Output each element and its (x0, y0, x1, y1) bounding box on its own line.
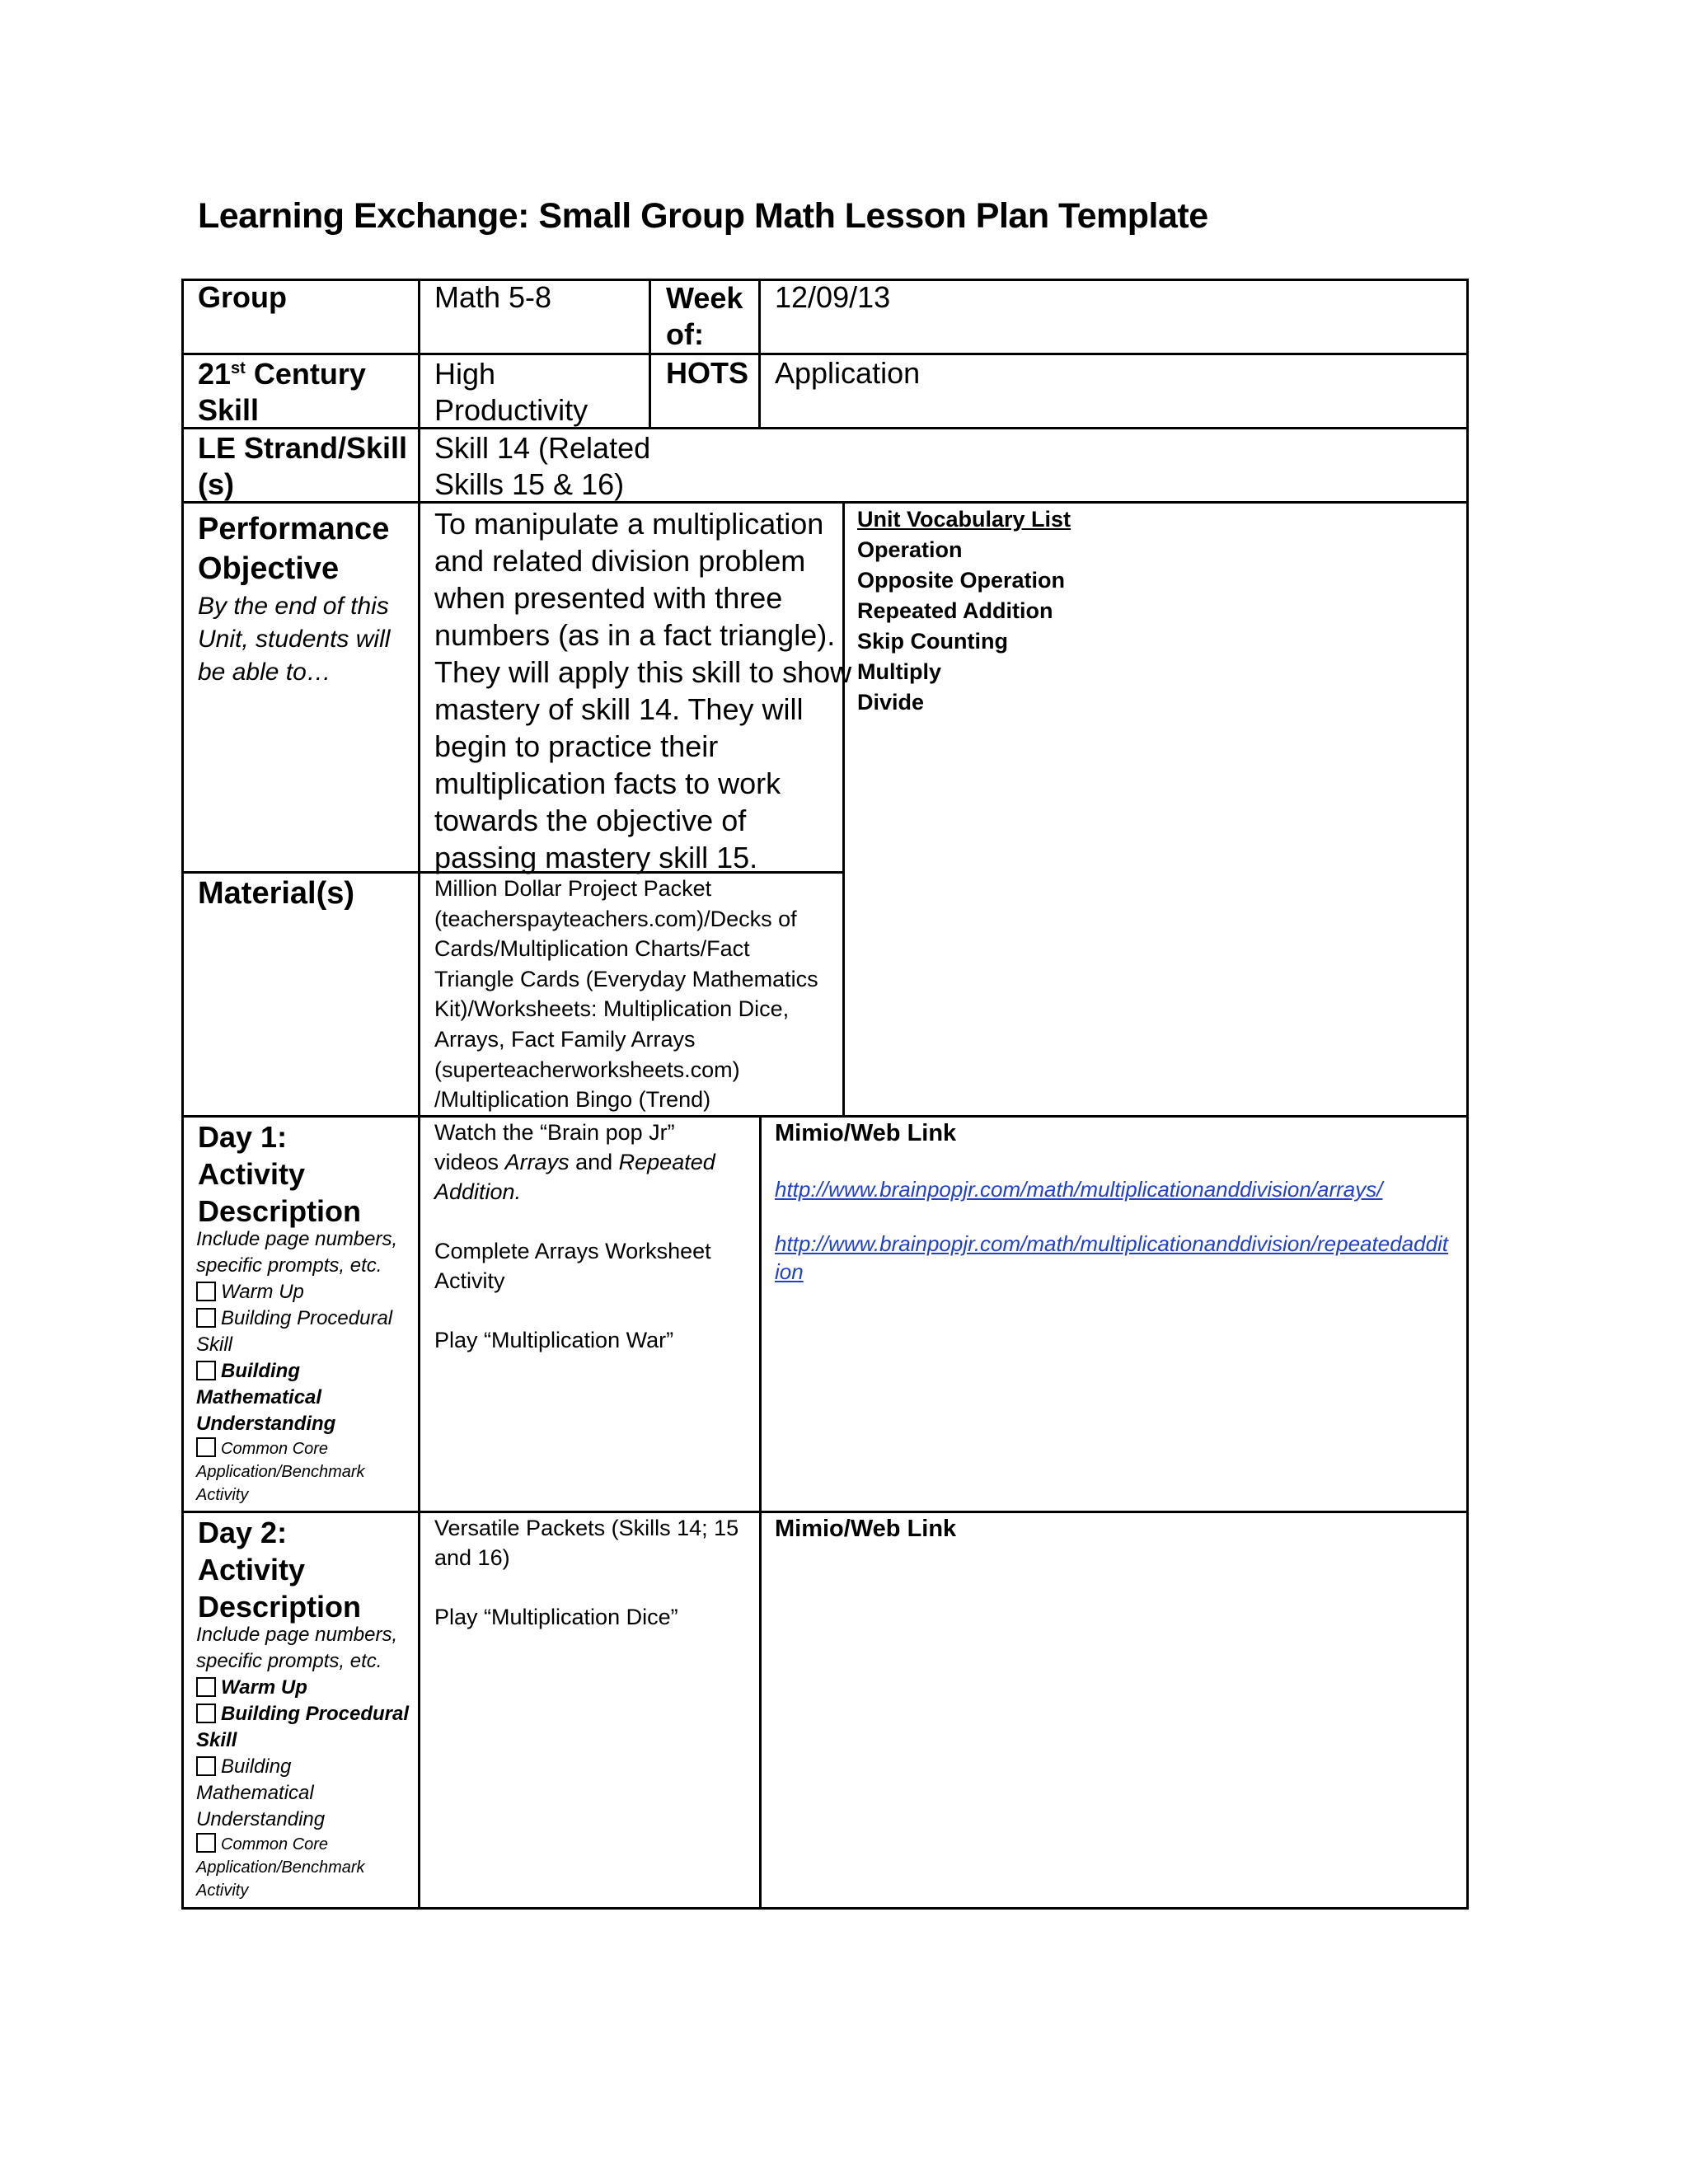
day2-check-procedural[interactable]: Building Procedural (196, 1701, 409, 1727)
day1-check-core[interactable]: Common Core (196, 1437, 397, 1460)
row-divider (181, 427, 1469, 429)
day1-check-procedural[interactable]: Building Procedural (196, 1305, 397, 1332)
day1-label-line2: Activity (198, 1157, 306, 1191)
day1-link-line[interactable]: http://www.brainpopjr.com/math/multiplicationanddivision/repeatedaddit (775, 1231, 1449, 1256)
page-title: Learning Exchange: Small Group Math Lesson Plan Template (198, 196, 1208, 236)
checkbox-icon[interactable] (196, 1437, 216, 1457)
day2-label-line2: Activity (198, 1553, 306, 1586)
century-value-line2: Productivity (434, 393, 588, 427)
materials-line: Arrays, Fact Family Arrays (434, 1026, 696, 1052)
day1-checklist (196, 1226, 397, 1507)
week-label-line1: Week (666, 281, 743, 315)
vocabulary-item: Skip Counting (857, 629, 1008, 654)
strand-value-line2: Skills 15 & 16) (434, 467, 625, 501)
strand-label-line1: LE Strand/Skill (198, 431, 408, 465)
day1-link-arrays[interactable]: http://www.brainpopjr.com/math/multiplicationanddivision/arrays/ (775, 1177, 1383, 1202)
day1-check-warm-up[interactable]: Warm Up (196, 1279, 397, 1305)
vocabulary-item: Opposite Operation (857, 568, 1066, 593)
row-divider (181, 1511, 1469, 1513)
materials-line: Kit)/Worksheets: Multiplication Dice, (434, 996, 790, 1022)
century-value-line1: High (434, 357, 496, 391)
day2-check-core-line3: Activity (196, 1882, 249, 1900)
day1-activity-line: Complete Arrays Worksheet (434, 1239, 711, 1263)
day1-label-line3: Description (198, 1194, 362, 1228)
day2-activity-line: Play “Multiplication Dice” (434, 1605, 678, 1629)
day2-check-mathematical[interactable]: Building (196, 1754, 409, 1780)
objective-line: passing mastery skill 15. (434, 841, 758, 874)
row-divider (181, 1115, 1469, 1118)
day1-label (198, 1118, 361, 1230)
day2-include-line1: Include page numbers, (196, 1624, 398, 1646)
performance-label-line1: Performance (198, 512, 390, 546)
day2-check-mathematical-line3: Understanding (196, 1808, 326, 1830)
table-border-left (181, 279, 184, 1910)
vocabulary-heading: Unit Vocabulary List (857, 507, 1071, 532)
week-value: 12/09/13 (775, 280, 891, 314)
checkbox-icon[interactable] (196, 1308, 216, 1328)
day2-label-line1: Day 2: (198, 1516, 288, 1549)
checkbox-icon[interactable] (196, 1282, 216, 1301)
day1-activity-line2: videos Arrays and Repeated (434, 1150, 715, 1174)
century-skill-value (434, 356, 588, 429)
day1-check-mathematical-line3: Understanding (196, 1413, 336, 1435)
day1-activity-line: Play “Multiplication War” (434, 1328, 674, 1352)
day1-check-core-line2: Application/Benchmark (196, 1463, 365, 1481)
materials-text (434, 874, 818, 1115)
performance-label (198, 509, 389, 588)
objective-line: begin to practice their (434, 729, 719, 763)
materials-line: Triangle Cards (Everyday Mathematics (434, 966, 818, 991)
vocabulary-item: Divide (857, 690, 925, 715)
day1-label-line1: Day 1: (198, 1120, 288, 1154)
century-label-num: 21 (198, 357, 232, 391)
objective-line: numbers (as in a fact triangle). (434, 618, 836, 652)
performance-label-line2: Objective (198, 551, 340, 586)
column-divider (758, 279, 761, 429)
day1-include-line1: Include page numbers, (196, 1228, 398, 1250)
group-label: Group (198, 280, 287, 314)
day1-activity-line: Addition. (434, 1179, 522, 1204)
strand-value-line1: Skill 14 (Related (434, 431, 651, 465)
group-value: Math 5-8 (434, 280, 552, 314)
checkbox-icon[interactable] (196, 1756, 216, 1776)
hots-value: Application (775, 356, 921, 390)
day1-activity (434, 1118, 715, 1355)
objective-line: when presented with three (434, 581, 783, 615)
day2-check-core-line2: Application/Benchmark (196, 1858, 365, 1877)
day2-check-mathematical-line2: Mathematical (196, 1782, 314, 1804)
day2-check-core[interactable]: Common Core (196, 1833, 409, 1856)
objective-line: and related division problem (434, 544, 806, 578)
day2-label-line3: Description (198, 1590, 362, 1624)
objective-line: They will apply this skill to show (434, 655, 852, 689)
table-border-bottom (181, 1907, 1469, 1910)
day1-check-mathematical-line2: Mathematical (196, 1386, 322, 1408)
row-divider (181, 353, 1469, 355)
day2-label (198, 1514, 361, 1625)
objective-line: To manipulate a multiplication (434, 507, 824, 541)
materials-line: (teacherspayteachers.com)/Decks of (434, 906, 797, 931)
objective-line: mastery of skill 14. They will (434, 692, 804, 726)
day2-checklist (196, 1622, 409, 1902)
vocabulary-item: Multiply (857, 659, 941, 684)
vocabulary-item: Repeated Addition (857, 598, 1053, 623)
column-divider (759, 1115, 762, 1910)
century-label-line2: Skill (198, 393, 260, 427)
materials-line: Million Dollar Project Packet (434, 876, 712, 901)
checkbox-icon[interactable] (196, 1704, 216, 1723)
checkbox-icon[interactable] (196, 1677, 216, 1697)
day1-check-core-line3: Activity (196, 1486, 249, 1504)
century-label-sup: st (231, 359, 246, 377)
performance-objective-text (434, 505, 851, 876)
day1-link-line[interactable]: ion (775, 1259, 804, 1284)
table-border-right (1466, 279, 1469, 1910)
day1-link-repeated-addition[interactable] (775, 1230, 1448, 1286)
century-skill-label (198, 356, 366, 429)
checkbox-icon[interactable] (196, 1833, 216, 1853)
day1-include-line2: specific prompts, etc. (196, 1254, 382, 1277)
strand-label (198, 430, 407, 503)
vocabulary-list (857, 504, 1071, 718)
day2-activity-line: and 16) (434, 1545, 510, 1570)
day1-activity-line: Activity (434, 1268, 505, 1293)
performance-desc-line: Unit, students will (198, 626, 391, 653)
week-label (666, 280, 743, 353)
materials-line: /Multiplication Bingo (Trend) (434, 1087, 711, 1113)
day1-activity-line: Watch the “Brain pop Jr” (434, 1120, 675, 1145)
week-label-line2: of: (666, 317, 704, 351)
day2-check-procedural-line2: Skill (196, 1729, 237, 1751)
day1-check-mathematical[interactable]: Building (196, 1358, 397, 1385)
day2-check-warm-up[interactable]: Warm Up (196, 1675, 409, 1701)
checkbox-icon[interactable] (196, 1361, 216, 1380)
performance-description (198, 590, 390, 689)
performance-desc-line: be able to… (198, 658, 331, 686)
materials-line: Cards/Multiplication Charts/Fact (434, 936, 750, 962)
day2-activity-line: Versatile Packets (Skills 14; 15 (434, 1516, 739, 1540)
strand-label-line2: (s) (198, 467, 234, 501)
column-divider (649, 279, 651, 429)
materials-line: (superteacherworksheets.com) (434, 1057, 740, 1082)
vocabulary-item: Operation (857, 537, 963, 562)
century-label-rest: Century (253, 357, 366, 391)
day1-mimio-label: Mimio/Web Link (775, 1120, 957, 1146)
day2-activity (434, 1513, 738, 1632)
hots-label: HOTS (666, 356, 749, 390)
performance-desc-line: By the end of this (198, 593, 389, 620)
materials-label: Material(s) (198, 876, 355, 911)
day1-check-procedural-line2: Skill (196, 1333, 233, 1356)
objective-line: multiplication facts to work (434, 766, 781, 800)
objective-line: towards the objective of (434, 804, 747, 837)
strand-value (434, 430, 650, 503)
column-divider (418, 279, 420, 1910)
day2-include-line2: specific prompts, etc. (196, 1650, 382, 1672)
day2-mimio-label: Mimio/Web Link (775, 1516, 957, 1542)
